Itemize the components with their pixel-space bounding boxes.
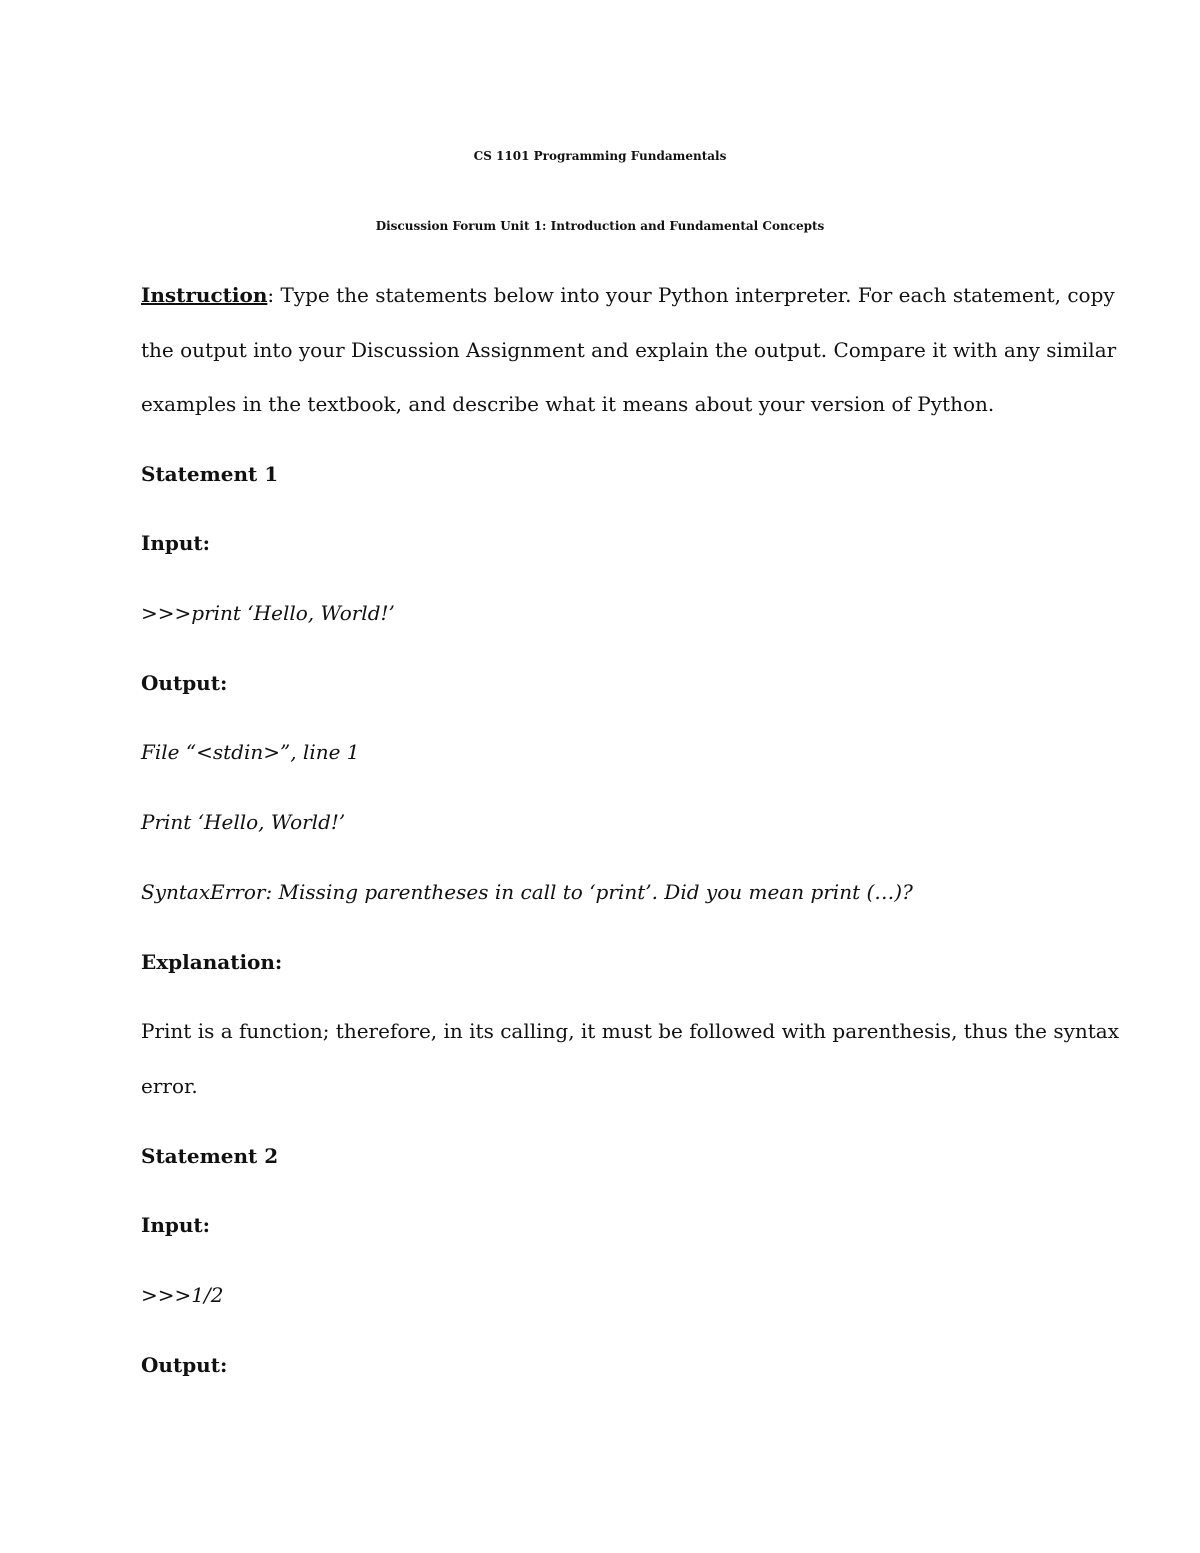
instruction-line-1 xyxy=(141,283,1115,307)
statement-1-explanation-line-1: Print is a function; therefore, in its calling, it must be followed with parenthesis, thus the syntax xyxy=(141,1019,1119,1043)
instruction-line-3: examples in the textbook, and describe what it means about your version of Python. xyxy=(141,392,995,416)
statement-1-input-label: Input: xyxy=(141,531,211,555)
statement-1-input-code: >>>print ‘Hello, World!’ xyxy=(141,601,395,625)
statement-1-output-line: Print ‘Hello, World!’ xyxy=(141,810,346,834)
statement-2-output-label: Output: xyxy=(141,1353,228,1377)
instruction-label: Instruction xyxy=(141,283,268,307)
statement-1-explanation-label: Explanation: xyxy=(141,950,283,974)
statement-1-output-label: Output: xyxy=(141,671,228,695)
statement-1-explanation-line-2: error. xyxy=(141,1074,198,1098)
statement-2-input-label: Input: xyxy=(141,1213,211,1237)
instruction-line-2: the output into your Discussion Assignment and explain the output. Compare it with any similar xyxy=(141,338,1117,362)
course-title: CS 1101 Programming Fundamentals xyxy=(473,149,727,163)
statement-1-heading: Statement 1 xyxy=(141,462,279,486)
statement-2-input-code: >>>1/2 xyxy=(141,1283,224,1307)
instruction-text-1: : Type the statements below into your Python interpreter. For each statement, copy xyxy=(267,283,1115,307)
statement-1-output-line: File “<stdin>”, line 1 xyxy=(141,740,360,764)
statement-1-output-line: SyntaxError: Missing parentheses in call to ‘print’. Did you mean print (…)? xyxy=(141,880,913,904)
forum-title: Discussion Forum Unit 1: Introduction and Fundamental Concepts xyxy=(375,219,825,233)
statement-2-heading: Statement 2 xyxy=(141,1144,279,1168)
